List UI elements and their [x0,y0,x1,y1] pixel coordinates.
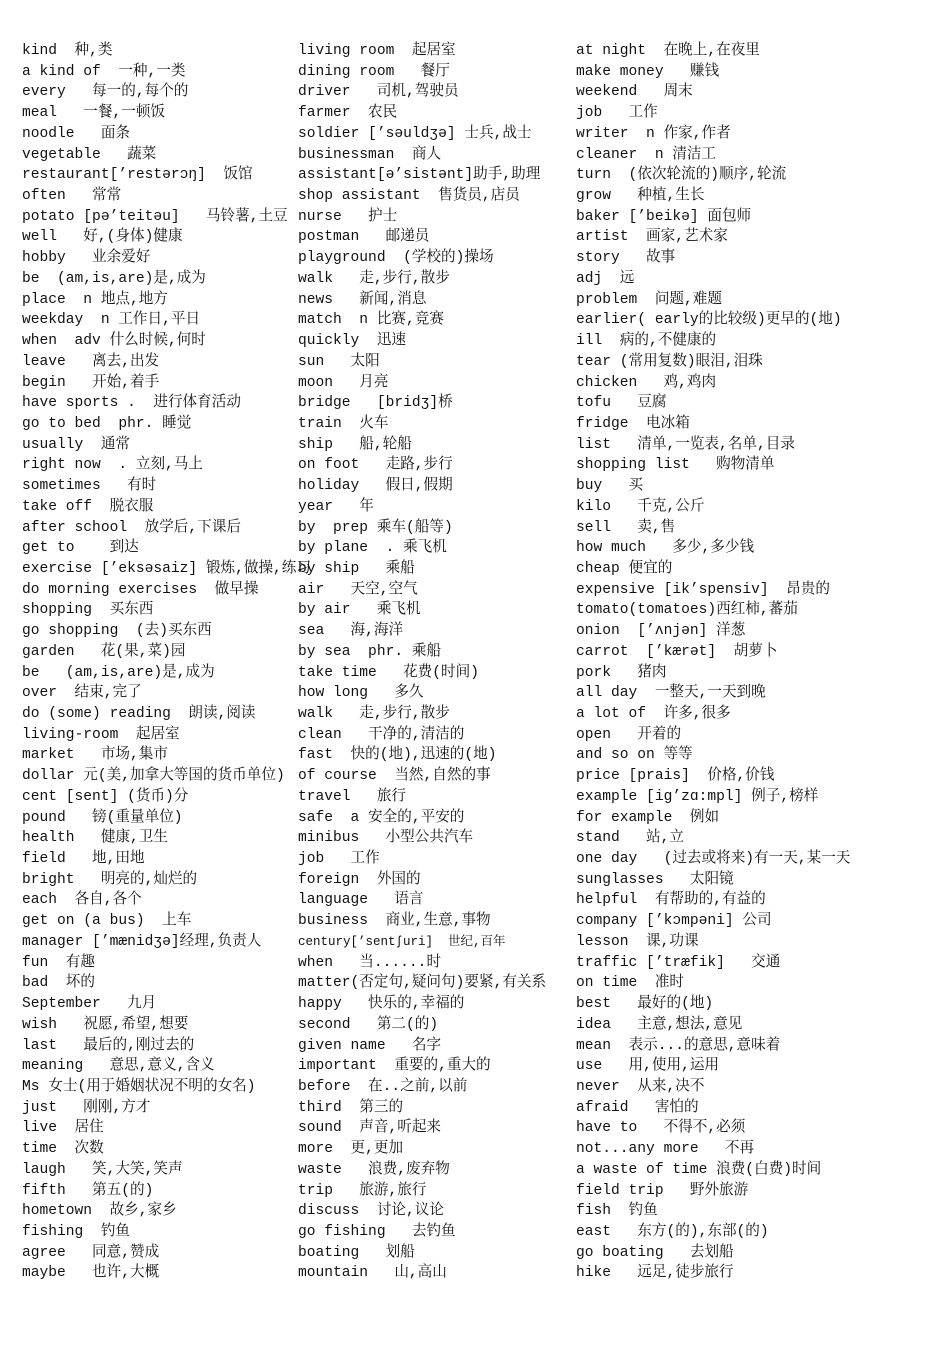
vocab-entry: field 地,田地 [22,851,145,868]
vocab-entry: all day 一整天,一天到晚 [576,685,766,702]
vocab-entry: important 重要的,重大的 [298,1058,491,1075]
vocab-entry: travel 旅行 [298,788,407,805]
vocab-entry: make money 赚钱 [576,63,720,80]
vocab-entry: meal 一餐,一顿饭 [22,105,166,122]
vocab-entry: one day (过去或将来)有一天,某一天 [576,851,851,868]
vocab-entry: language 语言 [298,892,424,909]
vocab-entry: do morning exercises 做早操 [22,581,259,598]
vocab-entry: year 年 [298,498,374,515]
vocab-entry: begin 开始,着手 [22,374,160,391]
vocab-entry: on foot 走路,步行 [298,457,453,474]
vocab-entry: shop assistant 售货员,店员 [298,188,520,205]
vocab-entry: open 开着的 [576,726,682,743]
vocab-entry: match n 比赛,竞赛 [298,312,444,329]
vocab-entry: go shopping (去)买东西 [22,623,212,640]
vocab-entry: have sports . 进行体育活动 [22,395,241,412]
vocab-entry: often 常常 [22,188,122,205]
vocab-entry: job 工作 [576,105,658,122]
vocab-entry: by prep 乘车(船等) [298,519,453,536]
vocab-entry: driver 司机,驾驶员 [298,84,459,101]
vocab-entry: be (am,is,are)是,成为 [22,664,215,681]
vocab-entry: writer n 作家,作者 [576,125,731,142]
vocab-entry: sea 海,海洋 [298,623,404,640]
vocab-entry: tear (常用复数)眼泪,泪珠 [576,353,763,370]
vocab-entry: a waste of time 浪费(白费)时间 [576,1161,822,1178]
vocab-entry: wish 祝愿,希望,想要 [22,1016,189,1033]
vocab-entry: earlier( early的比较级)更早的(地) [576,312,842,329]
vocab-entry: nurse 护士 [298,208,398,225]
vocab-entry: second 第二(的) [298,1016,439,1033]
vocab-entry: moon 月亮 [298,374,389,391]
vocab-entry: shopping list 购物清单 [576,457,775,474]
vocab-entry: fifth 第五(的) [22,1182,154,1199]
vocab-entry: health 健康,卫生 [22,830,168,847]
vocab-entry: sell 卖,售 [576,519,676,536]
vocab-entry: foreign 外国的 [298,871,421,888]
vocab-entry: fishing 钓鱼 [22,1223,131,1240]
vocab-entry: bridge [bridʒ]桥 [298,395,453,412]
vocab-entry: assistant[ə’sistənt]助手,助理 [298,167,541,184]
vocab-entry: maybe 也许,大概 [22,1265,160,1282]
vocab-entry: example [ig’zɑ:mpl] 例子,榜样 [576,788,819,805]
vocab-entry: hike 远足,徒步旅行 [576,1265,734,1282]
vocab-entry: by air 乘飞机 [298,602,421,619]
vocab-entry: before 在..之前,以前 [298,1078,468,1095]
vocab-entry: boating 划船 [298,1244,415,1261]
vocab-entry: idea 主意,想法,意见 [576,1016,743,1033]
vocab-entry: east 东方(的),东部(的) [576,1223,769,1240]
vocab-entry: mountain 山,高山 [298,1265,447,1282]
vocab-entry: how much 多少,多少钱 [576,540,755,557]
vocab-entry: kind 种,类 [22,43,113,59]
vocab-entry: not...any more 不再 [576,1141,755,1158]
vocab-entry: air 天空,空气 [298,581,418,598]
vocab-entry: adj 远 [576,270,635,287]
vocab-entry: live 居住 [22,1120,104,1137]
vocab-entry: ship 船,轮船 [298,436,412,453]
vocab-entry: when 当......时 [298,954,442,971]
vocab-entry: use 用,使用,运用 [576,1058,720,1075]
vocab-entry: waste 浪费,废弃物 [298,1161,450,1178]
vocab-entry: dollar 元(美,加拿大等国的货币单位) [22,768,285,785]
vocab-entry: restaurant[’restərɔŋ] 饭馆 [22,167,253,184]
vocab-entry: weekend 周末 [576,84,693,101]
vocab-entry: mean 表示...的意思,意味着 [576,1037,781,1054]
vocab-entry: take off 脱衣服 [22,498,154,515]
vocab-entry: bright 明亮的,灿烂的 [22,871,198,888]
vocab-entry: expensive [ik’spensiv] 昂贵的 [576,581,830,598]
vocab-entry: when adv 什么时候,何时 [22,333,206,350]
vocab-entry: laugh 笑,大笑,笑声 [22,1161,183,1178]
vocab-entry: get on (a bus) 上车 [22,913,192,930]
vocab-entry: at night 在晚上,在夜里 [576,43,760,59]
vocab-entry: living-room 起居室 [22,726,180,743]
vocab-entry: just 刚刚,方才 [22,1099,151,1116]
vocab-entry: last 最后的,刚过去的 [22,1037,195,1054]
vocab-entry: turn (依次轮流的)顺序,轮流 [576,167,787,184]
vocab-entry: go to bed phr. 睡觉 [22,415,192,432]
vocab-entry: Ms 女士(用于婚姻状况不明的女名) [22,1078,256,1095]
vocab-entry: go boating 去划船 [576,1244,734,1261]
vocab-entry: pork 猪肉 [576,664,667,681]
vocab-entry: exercise [’eksəsaiz] 锻炼,做操,练习 [22,560,311,577]
vocab-entry: fridge 电冰箱 [576,415,690,432]
vocab-entry: sometimes 有时 [22,478,157,495]
vocab-entry: traffic [’træfik] 交通 [576,954,781,971]
vocab-entry: take time 花费(时间) [298,664,479,681]
vocab-entry: safe a 安全的,平安的 [298,809,465,826]
vocab-entry: place n 地点,地方 [22,291,168,308]
vocab-entry: never 从来,决不 [576,1078,705,1095]
vocab-entry: usually 通常 [22,436,131,453]
vocab-entry: postman 邮递员 [298,229,430,246]
vocab-entry: for example 例如 [576,809,720,826]
vocab-entry: cleaner n 清洁工 [576,146,717,163]
vocab-entry: farmer 农民 [298,105,398,122]
vocab-entry: story 故事 [576,250,676,267]
vocab-entry: news 新闻,消息 [298,291,427,308]
vocab-entry: on time 准时 [576,975,685,992]
vocab-entry: leave 离去,出发 [22,353,160,370]
vocab-entry: cheap 便宜的 [576,560,673,577]
vocab-entry: artist 画家,艺术家 [576,229,728,246]
vocab-entry: garden 花(果,菜)园 [22,643,186,660]
vocab-entry: of course 当然,自然的事 [298,768,491,785]
vocab-entry: over 结束,完了 [22,685,142,702]
vocabulary-column-2 [298,41,572,1284]
vocab-entry: agree 同意,赞成 [22,1244,160,1261]
vocab-entry: by ship 乘船 [298,560,415,577]
vocab-entry: fast 快的(地),迅速的(地) [298,747,497,764]
vocab-entry: discuss 讨论,议论 [298,1203,444,1220]
vocab-entry: happy 快乐的,幸福的 [298,996,465,1013]
vocab-entry: by sea phr. 乘船 [298,643,442,660]
vocab-entry: walk 走,步行,散步 [298,270,450,287]
vocab-entry: ill 病的,不健康的 [576,333,717,350]
vocab-entry: right now . 立刻,马上 [22,457,203,474]
vocab-entry: grow 种植,生长 [576,188,705,205]
vocab-entry: list 清单,一览表,名单,目录 [576,436,795,453]
vocab-entry: job 工作 [298,851,380,868]
vocab-entry: stand 站,立 [576,830,685,847]
vocab-entry: get to 到达 [22,540,139,557]
vocab-entry: best 最好的(地) [576,996,714,1013]
vocab-entry: pound 镑(重量单位) [22,809,183,826]
vocab-entry: chicken 鸡,鸡肉 [576,374,717,391]
vocab-entry: holiday 假日,假期 [298,478,453,495]
vocab-entry: fish 钓鱼 [576,1203,658,1220]
vocab-entry: carrot [’kærət] 胡萝卜 [576,643,778,660]
vocab-entry: meaning 意思,意义,含义 [22,1058,215,1075]
vocab-entry: afraid 害怕的 [576,1099,699,1116]
vocab-entry: a kind of 一种,一类 [22,63,186,80]
vocabulary-column-3 [576,41,950,1284]
vocab-entry: matter(否定句,疑问句)要紧,有关系 [298,975,547,992]
vocab-entry: helpful 有帮助的,有益的 [576,892,766,909]
vocab-entry: cent [sent] (货币)分 [22,788,189,805]
vocab-entry: soldier [’səuldʒə] 士兵,战士 [298,125,532,142]
vocab-entry: how long 多久 [298,685,424,702]
vocab-entry: do (some) reading 朗读,阅读 [22,706,256,722]
vocab-entry: each 各自,各个 [22,892,142,909]
vocab-entry: kilo 千克,公斤 [576,498,705,515]
vocab-entry: clean 干净的,清洁的 [298,726,465,743]
vocabulary-column-1 [22,41,311,1284]
vocab-entry: well 好,(身体)健康 [22,229,183,246]
vocab-entry: noodle 面条 [22,125,131,142]
vocab-entry: living room 起居室 [298,43,456,59]
vocab-entry: shopping 买东西 [22,602,154,619]
vocab-entry: onion [’ʌnjən] 洋葱 [576,623,746,640]
vocab-entry: time 次数 [22,1141,104,1158]
vocab-entry: hometown 故乡,家乡 [22,1203,177,1220]
vocab-entry: field trip 野外旅游 [576,1182,749,1199]
vocab-entry: a lot of 许多,很多 [576,706,731,722]
vocab-entry: September 九月 [22,996,157,1013]
vocab-entry: manager [’mænidʒə]经理,负责人 [22,933,262,950]
vocab-entry: problem 问题,难题 [576,291,722,308]
vocab-entry: buy 买 [576,478,644,495]
vocab-entry: quickly 迅速 [298,333,407,350]
vocab-entry: minibus 小型公共汽车 [298,830,474,847]
vocab-entry: market 市场,集市 [22,747,168,764]
vocab-entry: have to 不得不,必须 [576,1120,746,1137]
vocab-entry: businessman 商人 [298,146,442,163]
vocab-entry: more 更,更加 [298,1141,404,1158]
vocab-entry: dining room 餐厅 [298,63,450,80]
vocab-entry: fun 有趣 [22,954,95,971]
vocab-entry: price [prais] 价格,价钱 [576,768,775,785]
vocab-entry: vegetable 蔬菜 [22,146,157,163]
vocab-entry: walk 走,步行,散步 [298,706,450,722]
vocab-entry: potato [pə’teitəu] 马铃薯,土豆 [22,208,288,225]
vocab-entry: company [’kɔmpəni] 公司 [576,913,772,930]
vocab-entry: go fishing 去钓鱼 [298,1223,456,1240]
vocab-entry: tofu 豆腐 [576,395,667,412]
vocab-entry: business 商业,生意,事物 [298,913,491,930]
vocab-entry: sound 声音,听起来 [298,1120,442,1137]
vocab-entry: lesson 课,功课 [576,933,699,950]
vocab-entry: baker [’beikə] 面包师 [576,208,752,225]
vocab-entry: weekday n 工作日,平日 [22,312,201,329]
vocab-entry: be (am,is,are)是,成为 [22,270,206,287]
vocab-entry: sunglasses 太阳镜 [576,871,734,888]
vocab-entry: trip 旅游,旅行 [298,1182,427,1199]
vocab-entry: given name 名字 [298,1037,442,1054]
vocab-entry: train 火车 [298,415,389,432]
vocab-entry: third 第三的 [298,1099,404,1116]
vocab-entry: tomato(tomatoes)西红柿,蕃茄 [576,602,798,619]
vocab-entry: century[’sentʃuri] 世纪,百年 [298,934,506,949]
vocab-entry: bad 坏的 [22,975,95,992]
vocab-entry: sun 太阳 [298,353,380,370]
vocab-entry: and so on 等等 [576,747,693,764]
vocab-entry: hobby 业余爱好 [22,250,151,267]
vocab-entry: by plane . 乘飞机 [298,540,447,557]
vocab-entry: after school 放学后,下课后 [22,519,241,536]
vocab-entry: playground (学校的)操场 [298,250,494,267]
vocab-entry: every 每一的,每个的 [22,84,189,101]
